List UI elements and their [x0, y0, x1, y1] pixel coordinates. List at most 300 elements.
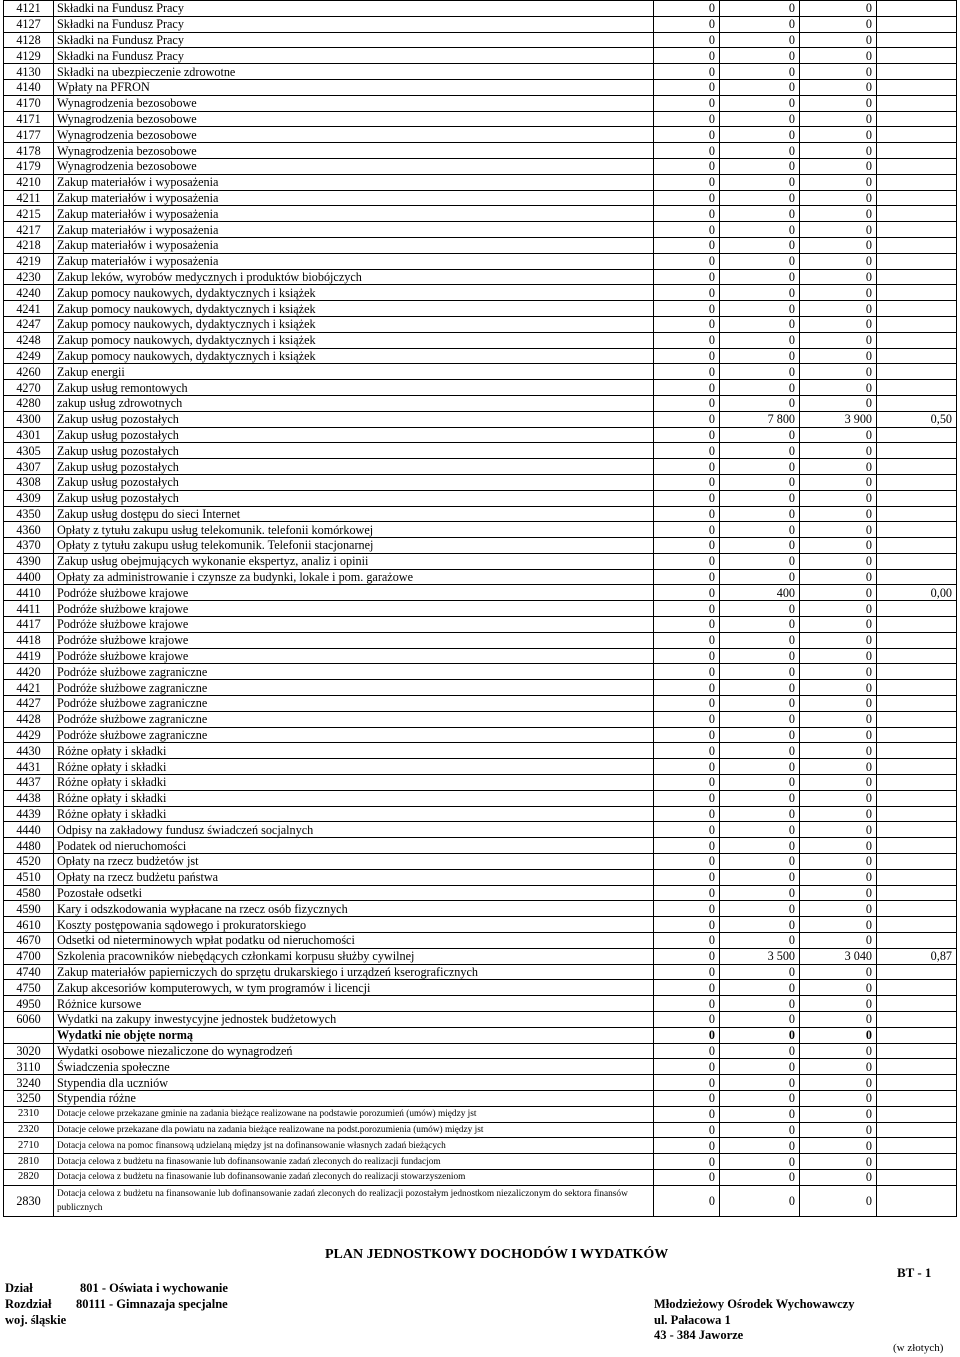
- value-column-1: 0: [654, 64, 720, 80]
- value-column-1: 0: [654, 1043, 720, 1059]
- value-column-1: 0: [654, 1122, 720, 1138]
- value-column-4: [877, 143, 957, 159]
- value-column-2: 0: [720, 964, 800, 980]
- value-column-3: 0: [800, 348, 877, 364]
- section-code: 4438: [4, 790, 54, 806]
- table-row: [4, 411, 957, 427]
- section-code: 3020: [4, 1043, 54, 1059]
- value-column-3: 0: [800, 601, 877, 617]
- value-column-1: 0: [654, 158, 720, 174]
- value-column-4: [877, 222, 957, 238]
- expense-description: Różne opłaty i składki: [54, 743, 654, 759]
- value-column-1: 0: [654, 522, 720, 538]
- value-column-1: 0: [654, 854, 720, 870]
- expense-description: Podróże służbowe zagraniczne: [54, 711, 654, 727]
- expense-description: Zakup pomocy naukowych, dydaktycznych i książek: [54, 301, 654, 317]
- expense-description: Zakup akcesoriów komputerowych, w tym programów i licencji: [54, 980, 654, 996]
- value-column-1: 0: [654, 111, 720, 127]
- value-column-2: 0: [720, 269, 800, 285]
- value-column-2: 0: [720, 1185, 800, 1216]
- value-column-2: 0: [720, 506, 800, 522]
- value-column-1: 0: [654, 711, 720, 727]
- value-column-2: 0: [720, 743, 800, 759]
- section-code: 4410: [4, 585, 54, 601]
- value-column-1: 0: [654, 743, 720, 759]
- value-column-3: 0: [800, 901, 877, 917]
- value-column-1: 0: [654, 395, 720, 411]
- value-column-2: 0: [720, 648, 800, 664]
- value-column-4: [877, 32, 957, 48]
- value-column-3: 0: [800, 854, 877, 870]
- table-row: [4, 933, 957, 949]
- section-code: 4218: [4, 237, 54, 253]
- expense-description: Zakup usług pozostałych: [54, 490, 654, 506]
- value-column-1: 0: [654, 48, 720, 64]
- value-column-1: 0: [654, 1059, 720, 1075]
- value-column-4: [877, 538, 957, 554]
- value-column-4: [877, 901, 957, 917]
- value-column-4: [877, 743, 957, 759]
- value-column-3: 0: [800, 1169, 877, 1185]
- value-column-4: [877, 522, 957, 538]
- value-column-2: 0: [720, 901, 800, 917]
- organization-city: 43 - 384 Jaworze: [654, 1328, 744, 1342]
- value-column-1: 0: [654, 569, 720, 585]
- section-code: 4430: [4, 743, 54, 759]
- value-column-2: 0: [720, 222, 800, 238]
- section-code: 4127: [4, 16, 54, 32]
- value-column-4: [877, 158, 957, 174]
- value-column-1: 0: [654, 174, 720, 190]
- value-column-4: [877, 285, 957, 301]
- table-row: [4, 427, 957, 443]
- value-column-2: 3 500: [720, 948, 800, 964]
- value-column-2: 0: [720, 48, 800, 64]
- value-column-2: 0: [720, 64, 800, 80]
- expense-description: Podróże służbowe krajowe: [54, 648, 654, 664]
- table-row: [4, 253, 957, 269]
- value-column-4: 0,50: [877, 411, 957, 427]
- value-column-3: 0: [800, 427, 877, 443]
- value-column-3: 0: [800, 285, 877, 301]
- section-code: 4421: [4, 680, 54, 696]
- table-row: [4, 443, 957, 459]
- table-row: [4, 474, 957, 490]
- table-row: [4, 838, 957, 854]
- value-column-2: 0: [720, 206, 800, 222]
- value-column-2: 0: [720, 111, 800, 127]
- value-column-3: 0: [800, 1122, 877, 1138]
- table-row: [4, 553, 957, 569]
- expense-description: Zakup materiałów papierniczych do sprzętu drukarskiego i urządzeń kserograficznych: [54, 964, 654, 980]
- value-column-1: 0: [654, 664, 720, 680]
- value-column-4: [877, 1027, 957, 1043]
- table-row: [4, 822, 957, 838]
- table-row: [4, 806, 957, 822]
- table-row: [4, 711, 957, 727]
- expense-description: Wydatki osobowe niezaliczone do wynagrodzeń: [54, 1043, 654, 1059]
- section-code: 4178: [4, 143, 54, 159]
- value-column-3: 0: [800, 64, 877, 80]
- table-row: [4, 854, 957, 870]
- value-column-3: 0: [800, 569, 877, 585]
- section-code: 4419: [4, 648, 54, 664]
- expense-description: Różne opłaty i składki: [54, 790, 654, 806]
- expense-description: Podatek od nieruchomości: [54, 838, 654, 854]
- expense-description: Stypendia dla uczniów: [54, 1075, 654, 1091]
- value-column-2: 0: [720, 285, 800, 301]
- expense-description: Szkolenia pracowników niebędących członkami korpusu służby cywilnej: [54, 948, 654, 964]
- expense-description: Zakup pomocy naukowych, dydaktycznych i książek: [54, 285, 654, 301]
- value-column-3: 0: [800, 743, 877, 759]
- table-row: [4, 332, 957, 348]
- section-code: 4241: [4, 301, 54, 317]
- expense-description: Zakup usług pozostałych: [54, 459, 654, 475]
- value-column-3: 0: [800, 1154, 877, 1170]
- value-column-2: 0: [720, 806, 800, 822]
- value-column-1: 0: [654, 1169, 720, 1185]
- table-row: [4, 459, 957, 475]
- expense-description: Zakup leków, wyrobów medycznych i produktów biobójczych: [54, 269, 654, 285]
- expense-description: Świadczenia społeczne: [54, 1059, 654, 1075]
- value-column-2: 0: [720, 237, 800, 253]
- section-code: 4270: [4, 380, 54, 396]
- organization-street: ul. Pałacowa 1: [654, 1313, 731, 1327]
- expense-description: Dotacja celowa na pomoc finansową udzielaną między jst na dofinansowanie własnych zadań bieżących: [54, 1138, 654, 1154]
- table-row: [4, 727, 957, 743]
- table-row: [4, 948, 957, 964]
- section-code: 4437: [4, 775, 54, 791]
- section-code: 4590: [4, 901, 54, 917]
- value-column-4: [877, 190, 957, 206]
- section-code: 4301: [4, 427, 54, 443]
- table-row: [4, 127, 957, 143]
- expense-description: Podróże służbowe krajowe: [54, 601, 654, 617]
- value-column-4: [877, 95, 957, 111]
- section-code: 4210: [4, 174, 54, 190]
- table-row: [4, 585, 957, 601]
- expense-description: Zakup usług obejmujących wykonanie ekspertyz, analiz i opinii: [54, 553, 654, 569]
- value-column-2: 0: [720, 885, 800, 901]
- value-column-2: 0: [720, 854, 800, 870]
- value-column-1: 0: [654, 316, 720, 332]
- value-column-3: 3 040: [800, 948, 877, 964]
- section-code: 2320: [4, 1122, 54, 1138]
- value-column-2: 400: [720, 585, 800, 601]
- value-column-2: 0: [720, 380, 800, 396]
- value-column-2: 7 800: [720, 411, 800, 427]
- value-column-4: [877, 427, 957, 443]
- budget-table: [3, 0, 957, 1217]
- value-column-4: [877, 1185, 957, 1216]
- value-column-4: [877, 601, 957, 617]
- value-column-3: 0: [800, 1012, 877, 1028]
- expense-description: Składki na Fundusz Pracy: [54, 16, 654, 32]
- value-column-3: 0: [800, 822, 877, 838]
- section-code: [4, 1027, 54, 1043]
- value-column-3: 0: [800, 222, 877, 238]
- value-column-4: 0,87: [877, 948, 957, 964]
- section-code: 3110: [4, 1059, 54, 1075]
- expense-description: Wynagrodzenia bezosobowe: [54, 158, 654, 174]
- value-column-2: 0: [720, 775, 800, 791]
- value-column-2: 0: [720, 632, 800, 648]
- expense-description: Wynagrodzenia bezosobowe: [54, 143, 654, 159]
- table-row: [4, 16, 957, 32]
- table-row: [4, 174, 957, 190]
- value-column-3: 0: [800, 158, 877, 174]
- table-row: [4, 95, 957, 111]
- table-row: [4, 269, 957, 285]
- value-column-4: [877, 632, 957, 648]
- value-column-3: 0: [800, 111, 877, 127]
- expense-description: Opłaty z tytułu zakupu usług telekomunik. telefonii komórkowej: [54, 522, 654, 538]
- value-column-4: [877, 996, 957, 1012]
- value-column-1: 0: [654, 1, 720, 17]
- expense-description: Składki na Fundusz Pracy: [54, 48, 654, 64]
- section-code: 4211: [4, 190, 54, 206]
- value-column-2: 0: [720, 917, 800, 933]
- value-column-4: [877, 933, 957, 949]
- section-code: 2820: [4, 1169, 54, 1185]
- table-row: [4, 1059, 957, 1075]
- value-column-3: 0: [800, 522, 877, 538]
- value-column-3: 0: [800, 869, 877, 885]
- value-column-2: 0: [720, 364, 800, 380]
- value-column-1: 0: [654, 269, 720, 285]
- value-column-1: 0: [654, 253, 720, 269]
- value-column-1: 0: [654, 427, 720, 443]
- value-column-4: [877, 1012, 957, 1028]
- expense-description: Różne opłaty i składki: [54, 806, 654, 822]
- table-row: [4, 885, 957, 901]
- expense-description: Odsetki od nieterminowych wpłat podatku od nieruchomości: [54, 933, 654, 949]
- section-code: 2710: [4, 1138, 54, 1154]
- table-row: [4, 158, 957, 174]
- value-column-4: [877, 1154, 957, 1170]
- value-column-4: [877, 854, 957, 870]
- section-code: 2310: [4, 1106, 54, 1122]
- value-column-3: 0: [800, 506, 877, 522]
- table-row: [4, 64, 957, 80]
- value-column-2: 0: [720, 522, 800, 538]
- value-column-1: 0: [654, 538, 720, 554]
- table-row: [4, 664, 957, 680]
- table-row: [4, 222, 957, 238]
- value-column-4: [877, 1059, 957, 1075]
- expense-description: Opłaty z tytułu zakupu usług telekomunik. Telefonii stacjonarnej: [54, 538, 654, 554]
- value-column-4: [877, 237, 957, 253]
- value-column-4: [877, 822, 957, 838]
- value-column-3: 0: [800, 696, 877, 712]
- value-column-2: 0: [720, 427, 800, 443]
- value-column-1: 0: [654, 490, 720, 506]
- value-column-1: 0: [654, 95, 720, 111]
- value-column-3: 0: [800, 316, 877, 332]
- value-column-3: 0: [800, 648, 877, 664]
- table-row: [4, 490, 957, 506]
- value-column-4: [877, 459, 957, 475]
- expense-description: Podróże służbowe zagraniczne: [54, 680, 654, 696]
- value-column-4: [877, 79, 957, 95]
- table-row: [4, 648, 957, 664]
- expense-description: Różne opłaty i składki: [54, 759, 654, 775]
- value-column-1: 0: [654, 980, 720, 996]
- section-code: 4307: [4, 459, 54, 475]
- section-code: 4700: [4, 948, 54, 964]
- table-row: [4, 869, 957, 885]
- expense-description: Podróże służbowe krajowe: [54, 632, 654, 648]
- section-code: 3250: [4, 1090, 54, 1106]
- expense-description: Podróże służbowe krajowe: [54, 617, 654, 633]
- value-column-4: [877, 775, 957, 791]
- expense-description: Wynagrodzenia bezosobowe: [54, 127, 654, 143]
- value-column-3: 0: [800, 190, 877, 206]
- document-title: PLAN JEDNOSTKOWY DOCHODÓW I WYDATKÓW: [325, 1247, 669, 1262]
- value-column-2: 0: [720, 490, 800, 506]
- value-column-3: 0: [800, 332, 877, 348]
- expense-description: Zakup materiałów i wyposażenia: [54, 206, 654, 222]
- expense-description: Wydatki nie objęte normą: [54, 1027, 654, 1043]
- value-column-4: [877, 727, 957, 743]
- value-column-3: 0: [800, 1075, 877, 1091]
- table-row: [4, 380, 957, 396]
- value-column-4: [877, 806, 957, 822]
- value-column-1: 0: [654, 1075, 720, 1091]
- table-row: [4, 980, 957, 996]
- table-row: [4, 1012, 957, 1028]
- expense-description: Podróże służbowe zagraniczne: [54, 696, 654, 712]
- value-column-1: 0: [654, 190, 720, 206]
- table-row: [4, 759, 957, 775]
- table-row: [4, 680, 957, 696]
- value-column-1: 0: [654, 553, 720, 569]
- expense-description: Podróże służbowe zagraniczne: [54, 727, 654, 743]
- expense-description: Dotacja celowa z budżetu na finasowanie lub dofinansowanie zadań zleconych do realizacji stowarzyszeniom: [54, 1169, 654, 1185]
- value-column-3: 0: [800, 1059, 877, 1075]
- expense-description: Odpisy na zakładowy fundusz świadczeń socjalnych: [54, 822, 654, 838]
- section-code: 4439: [4, 806, 54, 822]
- value-column-2: 0: [720, 996, 800, 1012]
- value-column-2: 0: [720, 1154, 800, 1170]
- value-column-4: [877, 1169, 957, 1185]
- value-column-4: [877, 1106, 957, 1122]
- table-row: [4, 1185, 957, 1216]
- value-column-2: 0: [720, 474, 800, 490]
- value-column-3: 0: [800, 680, 877, 696]
- value-column-1: 0: [654, 885, 720, 901]
- value-column-4: [877, 1043, 957, 1059]
- value-column-1: 0: [654, 206, 720, 222]
- expense-description: Zakup pomocy naukowych, dydaktycznych i książek: [54, 332, 654, 348]
- value-column-3: 0: [800, 1185, 877, 1216]
- value-column-2: 0: [720, 933, 800, 949]
- value-column-2: 0: [720, 838, 800, 854]
- value-column-4: [877, 964, 957, 980]
- value-column-3: 0: [800, 79, 877, 95]
- value-column-4: [877, 680, 957, 696]
- value-column-3: 0: [800, 16, 877, 32]
- expense-description: Zakup pomocy naukowych, dydaktycznych i książek: [54, 348, 654, 364]
- value-column-1: 0: [654, 1012, 720, 1028]
- value-column-1: 0: [654, 301, 720, 317]
- value-column-1: 0: [654, 506, 720, 522]
- expense-description: Zakup materiałów i wyposażenia: [54, 253, 654, 269]
- value-column-2: 0: [720, 1059, 800, 1075]
- value-column-4: [877, 316, 957, 332]
- section-code: 4520: [4, 854, 54, 870]
- table-row: [4, 632, 957, 648]
- table-row: [4, 1106, 957, 1122]
- value-column-2: 0: [720, 980, 800, 996]
- value-column-1: 0: [654, 901, 720, 917]
- section-code: 4309: [4, 490, 54, 506]
- value-column-4: [877, 364, 957, 380]
- section-code: 4510: [4, 869, 54, 885]
- value-column-4: [877, 569, 957, 585]
- section-code: 4670: [4, 933, 54, 949]
- value-column-1: 0: [654, 964, 720, 980]
- value-column-1: 0: [654, 822, 720, 838]
- value-column-2: 0: [720, 822, 800, 838]
- table-row: [4, 285, 957, 301]
- section-code: 4411: [4, 601, 54, 617]
- table-row: [4, 79, 957, 95]
- value-column-3: 0: [800, 1090, 877, 1106]
- expense-description: Zakup energii: [54, 364, 654, 380]
- section-code: 4215: [4, 206, 54, 222]
- region-label: woj. śląskie: [5, 1313, 67, 1327]
- section-code: 4300: [4, 411, 54, 427]
- value-column-3: 0: [800, 553, 877, 569]
- section-code: 4280: [4, 395, 54, 411]
- value-column-4: [877, 648, 957, 664]
- section-code: 4130: [4, 64, 54, 80]
- expense-description: Podróże służbowe krajowe: [54, 585, 654, 601]
- value-column-2: 0: [720, 459, 800, 475]
- section-code: 4400: [4, 569, 54, 585]
- value-column-2: 0: [720, 711, 800, 727]
- value-column-1: 0: [654, 727, 720, 743]
- value-column-4: [877, 790, 957, 806]
- value-column-1: 0: [654, 948, 720, 964]
- section-code: 4420: [4, 664, 54, 680]
- value-column-3: 0: [800, 364, 877, 380]
- value-column-2: 0: [720, 680, 800, 696]
- value-column-4: [877, 269, 957, 285]
- value-column-4: [877, 759, 957, 775]
- section-code: 4128: [4, 32, 54, 48]
- value-column-1: 0: [654, 459, 720, 475]
- value-column-3: 3 900: [800, 411, 877, 427]
- section-code: 4121: [4, 1, 54, 17]
- value-column-3: 0: [800, 1043, 877, 1059]
- value-column-4: [877, 917, 957, 933]
- value-column-1: 0: [654, 443, 720, 459]
- section-code: 4308: [4, 474, 54, 490]
- table-row: [4, 143, 957, 159]
- currency-units: (w złotych): [893, 1342, 944, 1354]
- table-row: [4, 901, 957, 917]
- value-column-2: 0: [720, 143, 800, 159]
- expense-description: Składki na ubezpieczenie zdrowotne: [54, 64, 654, 80]
- dzial-label: Dział: [5, 1281, 33, 1295]
- table-row: [4, 111, 957, 127]
- value-column-3: 0: [800, 32, 877, 48]
- value-column-1: 0: [654, 775, 720, 791]
- value-column-4: [877, 380, 957, 396]
- table-row: [4, 395, 957, 411]
